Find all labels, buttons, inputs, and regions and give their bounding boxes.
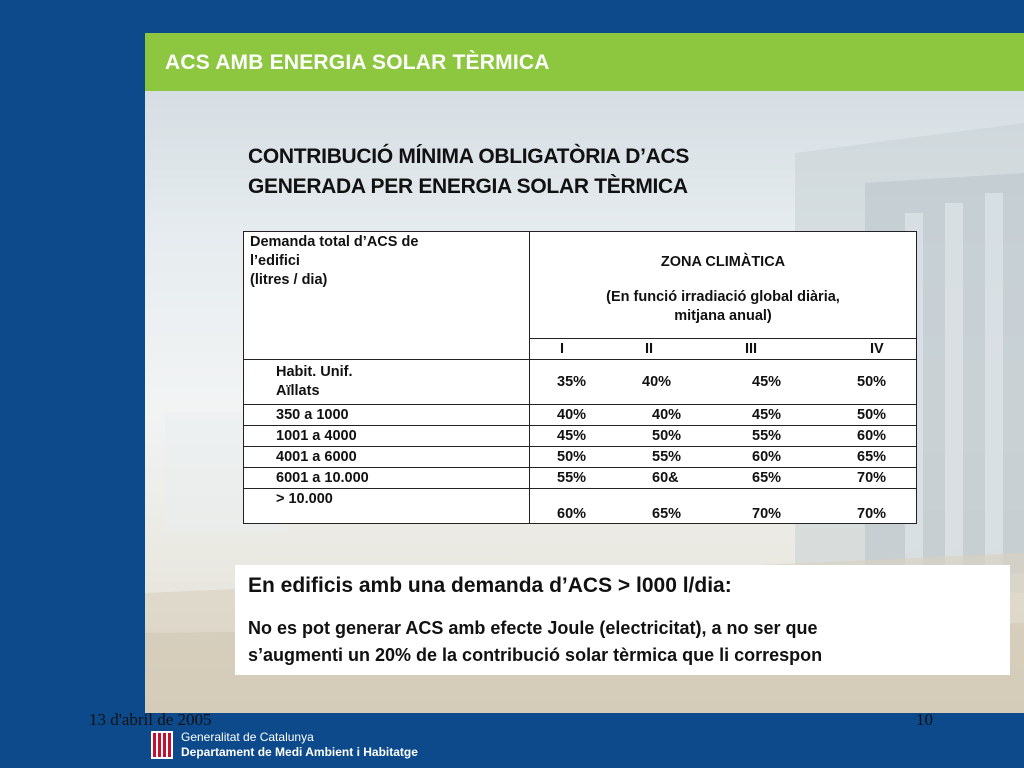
value-zone-ii: 40% bbox=[642, 374, 672, 390]
row-label bbox=[244, 360, 530, 405]
row-label: 6001 a 10.000 bbox=[244, 468, 530, 489]
value-zone-iv: 70% bbox=[857, 470, 887, 486]
demand-header-line: (litres / dia) bbox=[250, 272, 328, 288]
table-header-row bbox=[244, 232, 917, 339]
zone-iv: IV bbox=[870, 341, 884, 357]
generalitat-logo-icon bbox=[151, 731, 173, 759]
slide-heading bbox=[248, 142, 848, 202]
zone-subtitle-line: mitjana anual) bbox=[674, 308, 772, 324]
value-zone-i: 60% bbox=[557, 506, 587, 522]
value-zone-i: 50% bbox=[557, 449, 587, 465]
value-zone-iv: 50% bbox=[857, 374, 887, 390]
slide-title: ACS AMB ENERGIA SOLAR TÈRMICA bbox=[165, 51, 550, 74]
value-zone-iv: 50% bbox=[857, 407, 887, 423]
row-label: 1001 a 4000 bbox=[244, 426, 530, 447]
page-number: 10 bbox=[916, 710, 933, 729]
title-bar bbox=[145, 33, 1024, 91]
row-label-line: Habit. Unif. bbox=[276, 364, 353, 380]
row-label: > 10.000 bbox=[244, 489, 530, 524]
value-zone-iii: 65% bbox=[752, 470, 782, 486]
row-values bbox=[530, 489, 917, 524]
zone-title: ZONA CLIMÀTICA bbox=[660, 254, 786, 270]
row-values bbox=[530, 426, 917, 447]
value-zone-ii: 50% bbox=[652, 428, 682, 444]
demand-header-cell bbox=[244, 232, 530, 360]
value-zone-iv: 65% bbox=[857, 449, 887, 465]
table-row bbox=[244, 426, 917, 447]
note-body bbox=[248, 615, 822, 669]
table-row bbox=[244, 468, 917, 489]
department-name: Departament de Medi Ambient i Habitatge bbox=[181, 745, 418, 759]
value-zone-i: 45% bbox=[557, 428, 587, 444]
row-label: 350 a 1000 bbox=[244, 405, 530, 426]
value-zone-i: 40% bbox=[557, 407, 587, 423]
demand-header-line: Demanda total d’ACS de bbox=[250, 234, 419, 250]
zone-numbers-cell bbox=[530, 339, 917, 360]
value-zone-ii: 40% bbox=[652, 407, 682, 423]
zone-ii: II bbox=[645, 341, 654, 357]
heading-line-1: CONTRIBUCIÓ MÍNIMA OBLIGATÒRIA D’ACS bbox=[248, 145, 690, 168]
contribution-table bbox=[243, 231, 917, 524]
value-zone-i: 55% bbox=[557, 470, 587, 486]
note-lead: En edificis amb una demanda d’ACS > l000 l/dia: bbox=[248, 574, 732, 597]
heading-line-2: GENERADA PER ENERGIA SOLAR TÈRMICA bbox=[248, 175, 688, 198]
value-zone-iii: 60% bbox=[752, 449, 782, 465]
value-zone-iii: 70% bbox=[752, 506, 782, 522]
org-name: Generalitat de Catalunya bbox=[181, 730, 314, 744]
row-values bbox=[530, 468, 917, 489]
zone-header-cell bbox=[530, 232, 917, 339]
zone-subtitle bbox=[534, 288, 912, 326]
row-label-line: Aïllats bbox=[276, 383, 320, 399]
row-label: 4001 a 6000 bbox=[244, 447, 530, 468]
row-values bbox=[530, 447, 917, 468]
footer-date: 13 d'abril de 2005 bbox=[89, 710, 212, 729]
value-zone-iii: 55% bbox=[752, 428, 782, 444]
note-box bbox=[235, 565, 1010, 675]
value-zone-ii: 55% bbox=[652, 449, 682, 465]
note-body-line: s’augmenti un 20% de la contribució solar tèrmica que li correspon bbox=[248, 645, 823, 665]
value-zone-i: 35% bbox=[557, 374, 587, 390]
value-zone-ii: 60& bbox=[652, 470, 679, 486]
value-zone-ii: 65% bbox=[652, 506, 682, 522]
row-values bbox=[530, 360, 917, 405]
table-row bbox=[244, 447, 917, 468]
zone-i: I bbox=[560, 341, 565, 357]
value-zone-iii: 45% bbox=[752, 374, 782, 390]
table-row bbox=[244, 360, 917, 405]
row-values bbox=[530, 405, 917, 426]
table-row bbox=[244, 489, 917, 524]
value-zone-iii: 45% bbox=[752, 407, 782, 423]
table-row bbox=[244, 405, 917, 426]
value-zone-iv: 70% bbox=[857, 506, 887, 522]
value-zone-iv: 60% bbox=[857, 428, 887, 444]
note-body-line: No es pot generar ACS amb efecte Joule (electricitat), a no ser que bbox=[248, 618, 818, 638]
zone-subtitle-line: (En funció irradiació global diària, bbox=[606, 289, 840, 305]
zone-iii: III bbox=[745, 341, 758, 357]
demand-header-line: l’edifici bbox=[250, 253, 300, 269]
